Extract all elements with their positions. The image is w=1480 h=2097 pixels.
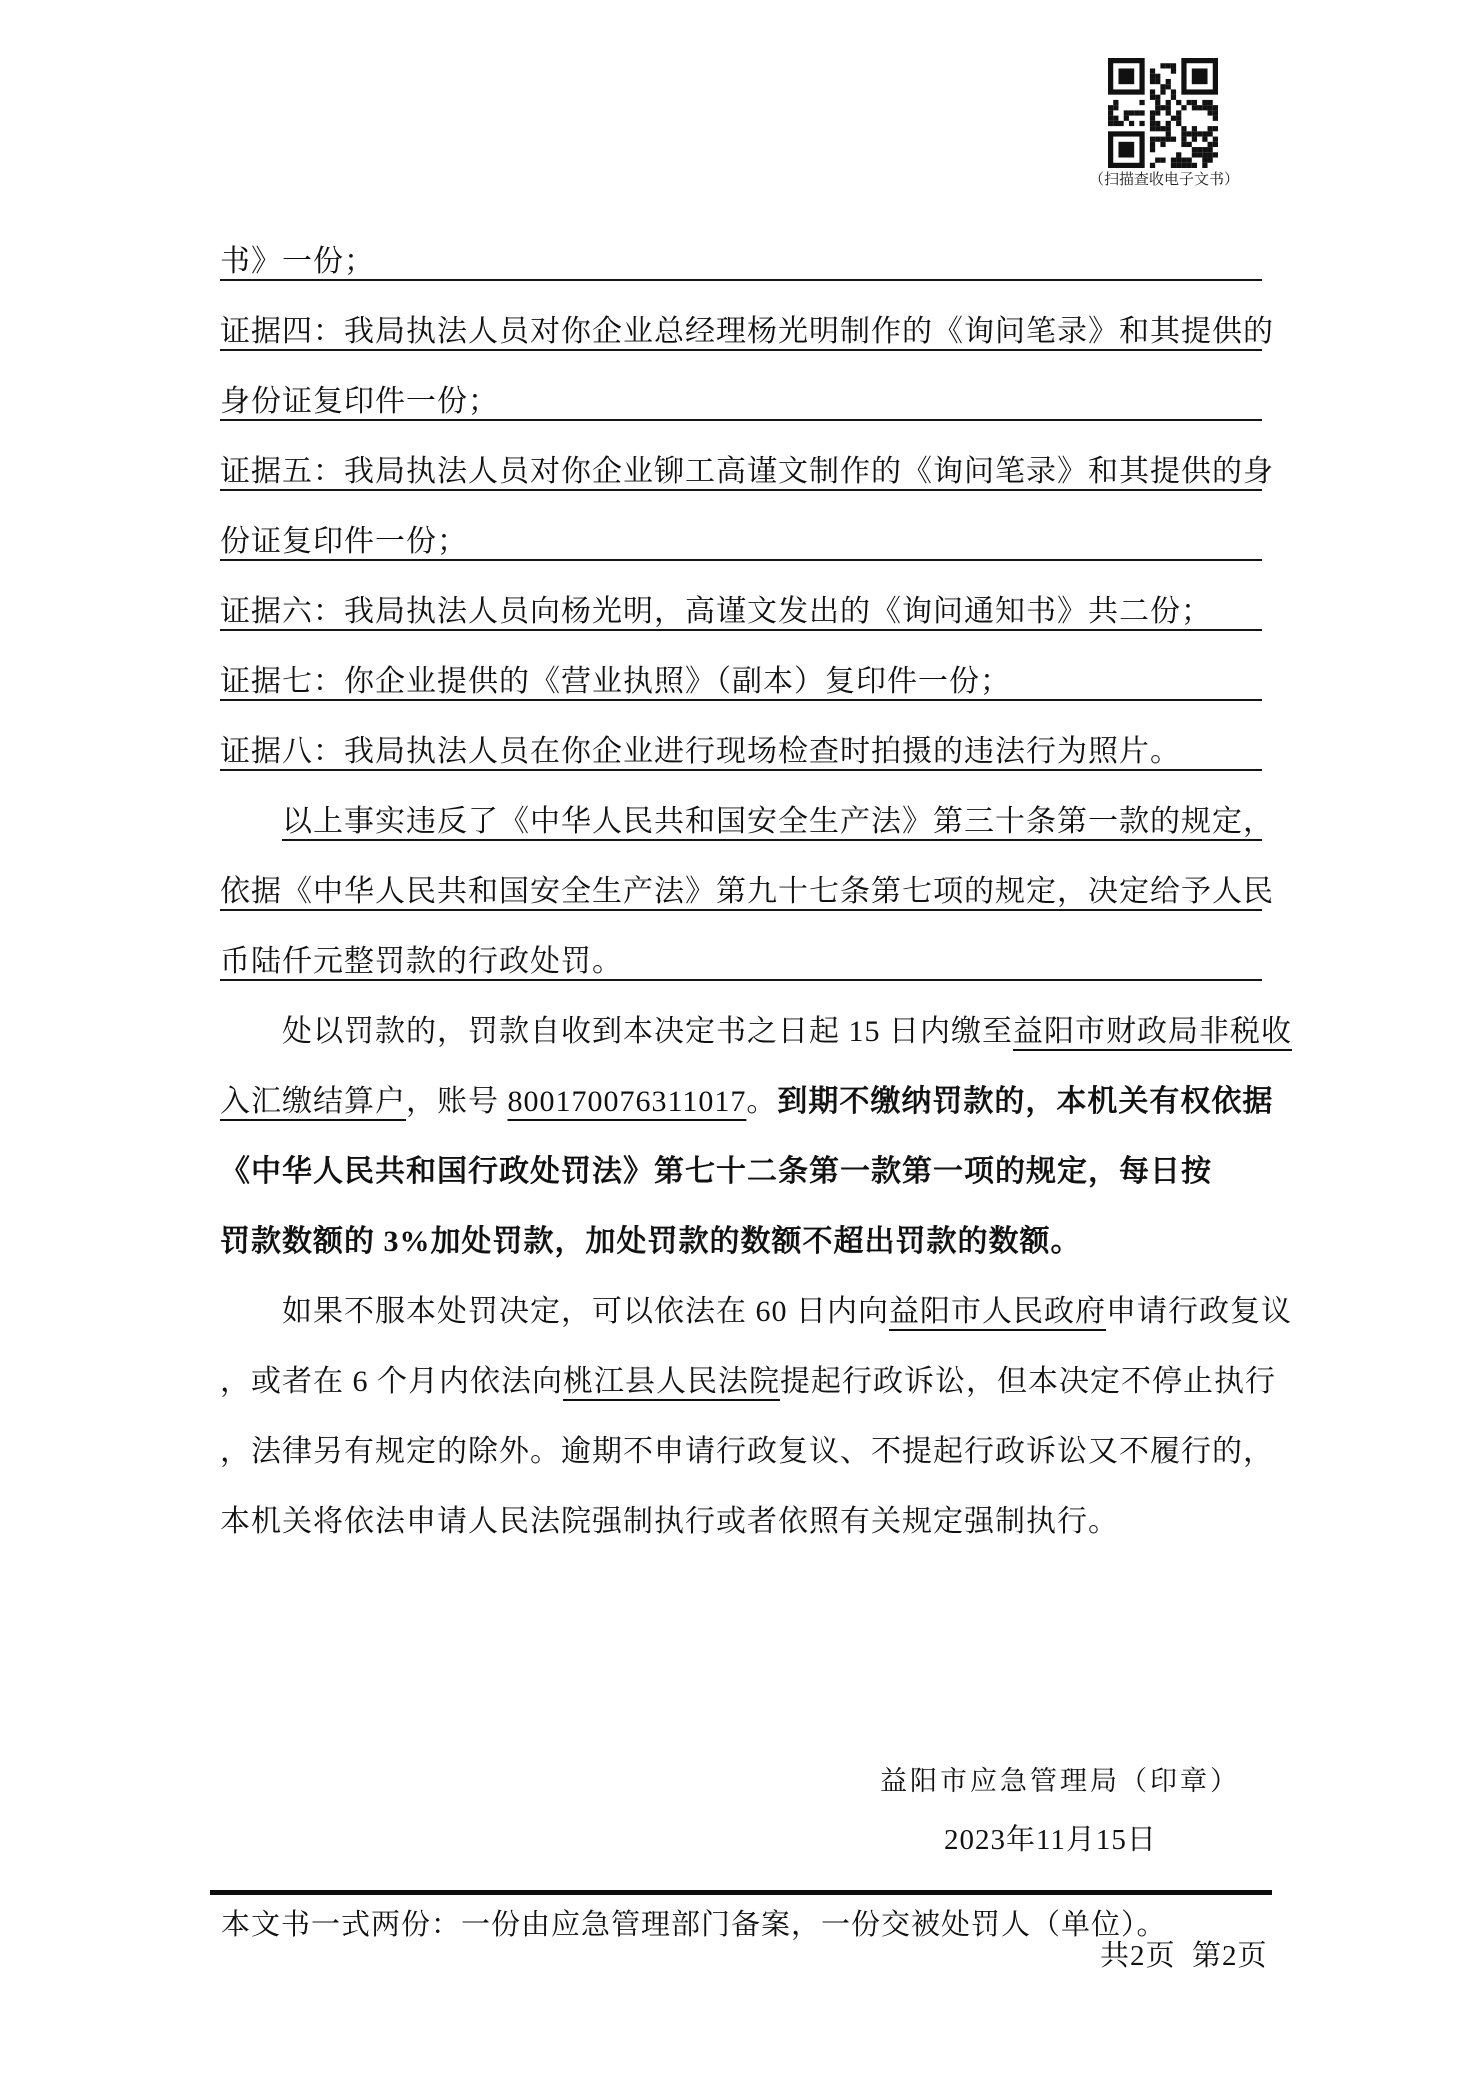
text-segment: 币陆仟元整罚款的行政处罚。 [220, 945, 623, 978]
document-line [220, 1498, 1262, 1568]
document-line [220, 1148, 1262, 1218]
document-line [220, 308, 1274, 378]
document-line [220, 868, 1274, 938]
line-text [220, 1153, 1212, 1191]
underlined-text: 800170076311017 [507, 1085, 747, 1118]
line-text [220, 1083, 1273, 1121]
line-text [220, 1433, 1274, 1471]
line-text [282, 1293, 1292, 1331]
text-segment: 证据八：我局执法人员在你企业进行现场检查时拍摄的违法行为照片。 [220, 735, 1181, 768]
document-line [220, 658, 1262, 728]
underline-rule [220, 699, 1262, 701]
line-text [220, 1363, 1276, 1401]
underlined-text: 入汇缴结算户 [220, 1085, 406, 1118]
line-text [220, 593, 1212, 631]
footer-note: 本文书一式两份：一份由应急管理部门备案，一份交被处罚人（单位）。 [221, 1909, 1167, 1941]
text-segment: 到期不缴纳罚款的，本机关有权依据 [777, 1085, 1274, 1118]
line-text [220, 523, 468, 561]
document-line [220, 378, 1262, 448]
text-segment: 证据五：我局执法人员对你企业铆工高谨文制作的《询问笔录》和其提供的身 [220, 455, 1274, 488]
signature-org: 益阳市应急管理局（印章） [880, 1766, 1240, 1796]
underline-rule [220, 489, 1262, 491]
text-segment: ，法律另有规定的除外。逾期不申请行政复议、不提起行政诉讼又不履行的， [220, 1435, 1274, 1468]
text-segment: ，或者在 6 个月内依法向 [220, 1365, 563, 1398]
underline-rule [220, 979, 1262, 981]
line-text [282, 803, 1274, 841]
document-line [220, 1218, 1262, 1288]
line-text [220, 313, 1274, 351]
text-segment: 证据六：我局执法人员向杨光明，高谨文发出的《询问通知书》共二份； [220, 595, 1212, 628]
page-indicator: 共2页 第2页 [1100, 1940, 1268, 1972]
document-body [220, 238, 1292, 1568]
underline-rule [220, 769, 1262, 771]
document-line [220, 1288, 1292, 1358]
underline-rule [220, 559, 1262, 561]
footer-divider [210, 1890, 1272, 1895]
document-line [220, 518, 1262, 588]
document-line [220, 238, 1262, 308]
qr-code-icon [1108, 58, 1218, 168]
line-text [220, 243, 375, 281]
text-segment: 证据四：我局执法人员对你企业总经理杨光明制作的《询问笔录》和其提供的 [220, 315, 1274, 348]
text-segment: 身份证复印件一份； [220, 385, 499, 418]
underlined-text: 益阳市人民政府 [889, 1295, 1106, 1328]
line-text [220, 733, 1181, 771]
text-segment: 申请行政复议 [1106, 1295, 1292, 1328]
line-text [220, 663, 1011, 701]
qr-caption: （扫描查收电子文书） [1088, 172, 1239, 188]
document-line [220, 728, 1262, 798]
text-segment: 《中华人民共和国行政处罚法》第七十二条第一款第一项的规定，每日按 [220, 1155, 1212, 1188]
line-text [282, 1013, 1292, 1051]
document-line [220, 588, 1262, 658]
text-segment: 。 [746, 1085, 778, 1118]
text-segment: 份证复印件一份； [220, 525, 468, 558]
text-segment: 以上事实违反了《中华人民共和国安全生产法》第三十条第一款的规定， [282, 805, 1274, 838]
signature-date: 2023年11月15日 [944, 1824, 1157, 1856]
document-line [220, 1078, 1274, 1148]
underline-rule [220, 279, 1262, 281]
line-text [220, 873, 1274, 911]
text-segment: 本机关将依法申请人民法院强制执行或者依照有关规定强制执行。 [220, 1505, 1119, 1538]
line-text [220, 453, 1274, 491]
text-segment: 提起行政诉讼，但本决定不停止执行 [780, 1365, 1276, 1398]
line-text [220, 943, 623, 981]
underline-rule [220, 909, 1262, 911]
document-line [220, 938, 1262, 1008]
line-text [220, 1223, 1082, 1261]
text-segment: 如果不服本处罚决定，可以依法在 60 日内向 [282, 1295, 889, 1328]
underlined-text: 益阳市财政局非税收 [1013, 1015, 1292, 1048]
underline-rule [220, 629, 1262, 631]
document-line [220, 1008, 1292, 1078]
underline-rule [220, 349, 1262, 351]
text-segment: ，账号 [406, 1085, 508, 1118]
document-line [220, 1428, 1274, 1498]
line-text [220, 1503, 1119, 1541]
underline-rule [220, 419, 1262, 421]
text-segment: 处以罚款的，罚款自收到本决定书之日起 15 日内缴至 [282, 1015, 1013, 1048]
text-segment: 证据七：你企业提供的《营业执照》（副本）复印件一份； [220, 665, 1011, 698]
document-line [220, 448, 1274, 518]
underlined-text: 桃江县人民法院 [563, 1365, 780, 1398]
text-segment: 罚款数额的 3%加处罚款，加处罚款的数额不超出罚款的数额。 [220, 1225, 1082, 1258]
text-segment: 书》一份； [220, 245, 375, 278]
document-line [220, 1358, 1276, 1428]
text-segment: 依据《中华人民共和国安全生产法》第九十七条第七项的规定，决定给予人民 [220, 875, 1274, 908]
line-text [220, 383, 499, 421]
document-line [220, 798, 1274, 868]
underline-rule [282, 839, 1262, 841]
